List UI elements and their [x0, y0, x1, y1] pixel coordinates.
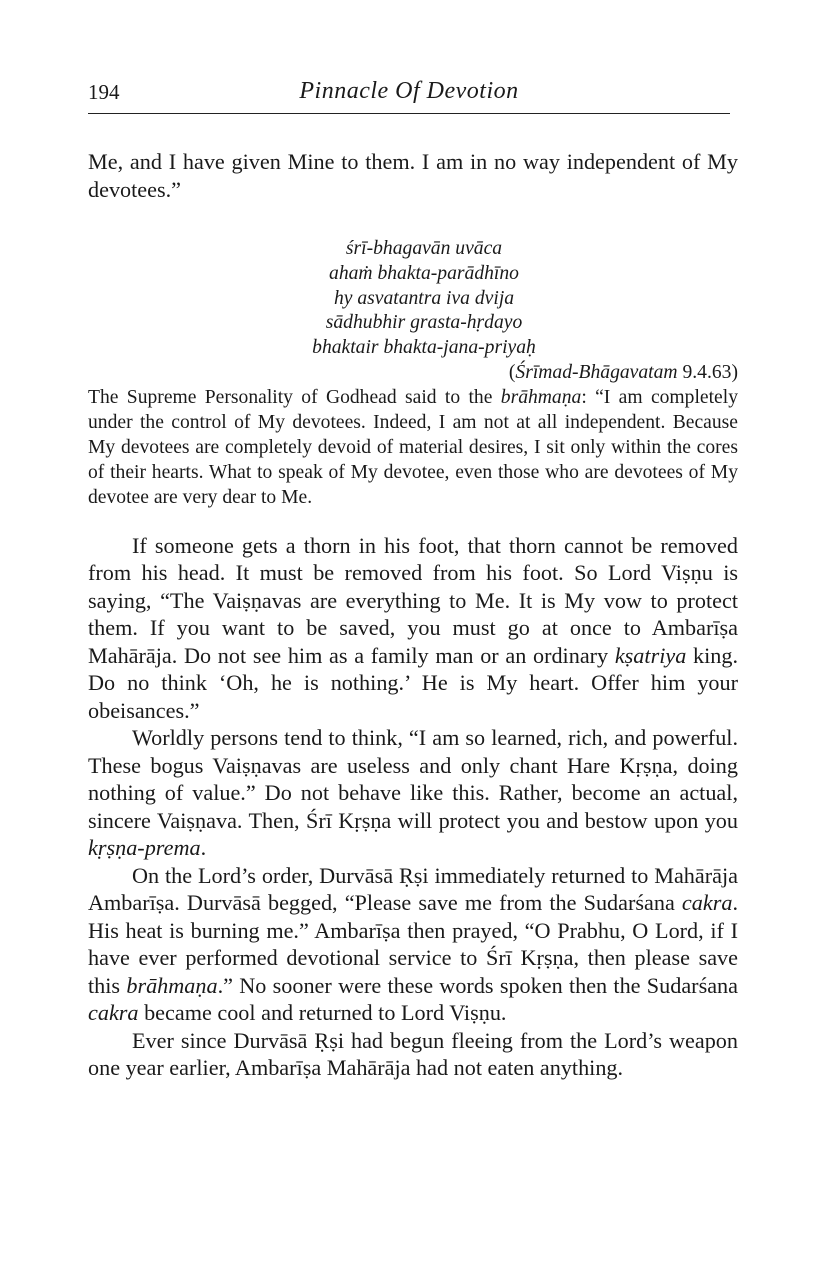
paragraph-text: . — [200, 835, 207, 861]
paragraph-ever-since: Ever since Durvāsā Ṛṣi had begun fleeing from the Lord’s weapon one year earlier, Ambarīṣa Mahārāja had not eaten anything. — [88, 1027, 738, 1081]
paragraph-italic: brāhmaṇa — [126, 972, 218, 998]
verse-line: ahaṁ bhakta-parādhīno — [329, 262, 519, 284]
paragraph-text: . His heat is burning me.” Ambarīṣa then prayed, “O Prabhu, O Lord, if I have ever performed devotional service to Śrī Kṛṣṇa, then please save this — [88, 890, 738, 998]
sanskrit-verse — [88, 237, 738, 385]
citation-ref: 9.4.63) — [677, 361, 738, 383]
verse-line: sādhubhir grasta-hṛdayo — [325, 312, 523, 334]
translation-italic: brāhmaṇa — [500, 386, 582, 408]
verse-line: bhaktair bhakta-jana-priyaḥ — [312, 337, 536, 359]
paragraph-text: On the Lord’s order, Durvāsā Ṛṣi immediately returned to Mahārāja Ambarīṣa. Durvāsā begged, “Please save me from the Sudarśana — [88, 862, 738, 916]
translation-text: : “I am completely under the control of My devotees. Indeed, I am not at all independent. Because My devotees are completely devoid of material desires, I sit only within the cores of their hearts. What to speak of My devotee, even those who are devotees of My devotee are very dear to Me. — [88, 386, 738, 508]
verse-translation — [88, 385, 738, 510]
paragraph-thorn — [88, 532, 738, 725]
translation-text: The Supreme Personality of Godhead said to the — [88, 386, 501, 408]
opening-paragraph: Me, and I have given Mine to them. I am in no way independent of My devotees.” — [88, 149, 738, 202]
verse-line: śrī-bhagavān uvāca — [345, 238, 503, 259]
paragraph-text: If someone gets a thorn in his foot, that thorn cannot be removed from his head. It must be removed from his foot. So Lord Viṣṇu is saying, “The Vaiṣṇavas are everything to Me. It is My vow to protect them. If you want to be saved, you must go at once to Ambarīṣa Mahārāja. Do not see him as a family man or an ordinary — [88, 532, 738, 668]
paragraph-italic: kṣatriya — [614, 642, 687, 668]
paragraph-text: .” No sooner were these words spoken then the Sudarśana — [217, 972, 738, 998]
running-title: Pinnacle Of Devotion — [299, 78, 519, 104]
paragraph-italic: kṛṣṇa-prema — [88, 835, 201, 861]
spacer — [88, 510, 738, 532]
paragraph-text: Worldly persons tend to think, “I am so learned, rich, and powerful. These bogus Vaiṣṇavas are useless and only chant Hare Kṛṣṇa, doing nothing of value.” Do not behave like this. Rather, become an actual, sincere Vaiṣṇava. Then, Śrī Kṛṣṇa will protect you and bestow upon you — [88, 725, 738, 833]
page-body — [88, 148, 738, 1082]
paragraph-text: king. Do no think ‘Oh, he is nothing.’ He is My heart. Offer him your obeisances.” — [88, 642, 738, 723]
header-rule — [88, 113, 730, 114]
paragraph-italic: cakra — [88, 1000, 139, 1026]
verse-citation — [110, 361, 738, 385]
paragraph-worldly — [88, 724, 738, 862]
citation-open: ( — [508, 361, 516, 383]
paragraph-text: became cool and returned to Lord Viṣṇu. — [138, 1000, 507, 1026]
page-header — [88, 78, 730, 114]
verse-line: hy asvatantra iva dvija — [333, 287, 515, 309]
paragraph-italic: cakra — [681, 890, 733, 916]
citation-source: Śrīmad-Bhāgavatam — [515, 361, 678, 383]
paragraph-order — [88, 862, 738, 1027]
page-number: 194 — [88, 80, 120, 104]
